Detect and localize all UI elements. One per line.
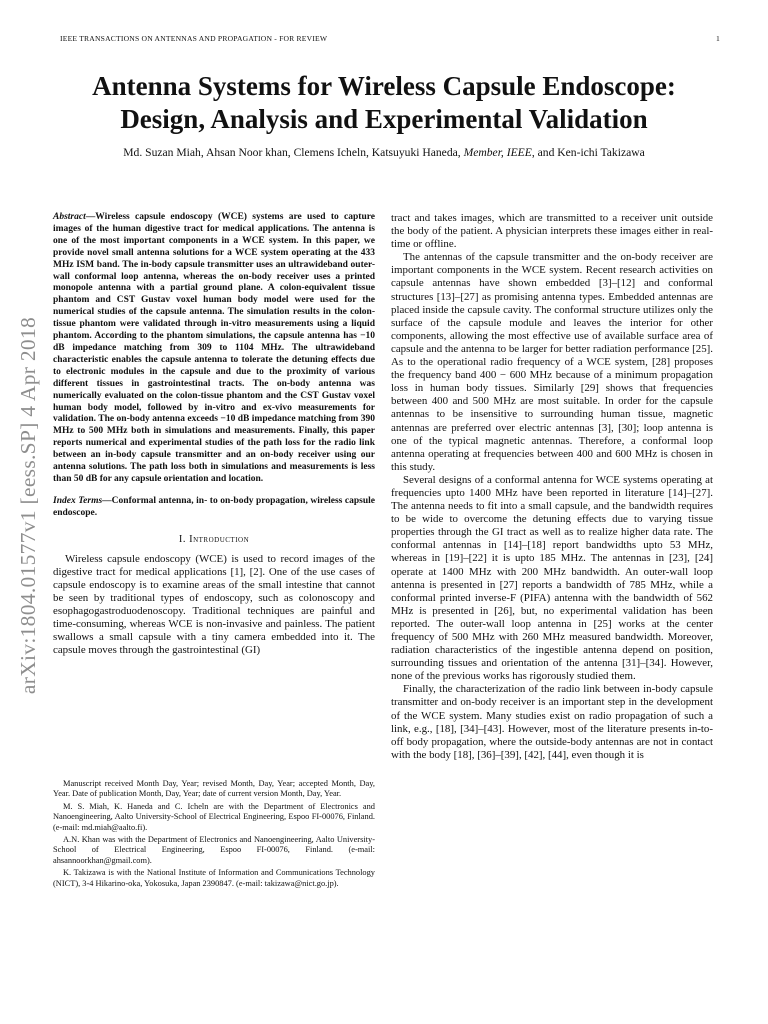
index-terms [53,496,375,520]
section-heading [53,534,375,545]
footnote: Manuscript received Month Day, Year; revised Month, Day, Year; accepted Month, Day, Year. Date of publication Month, Day, Year; date of current version Month, Day, Year. [53,779,375,799]
page-number: 1 [716,34,720,43]
paper-title [40,70,728,136]
author-last: , and Ken-ichi Takizawa [531,146,645,159]
author-list [40,146,728,159]
author-names: Md. Suzan Miah, Ahsan Noor khan, Clemens Icheln, Katsuyuki Haneda, [123,146,461,159]
journal-name: IEEE TRANSACTIONS ON ANTENNAS AND PROPAGATION - FOR REVIEW [60,34,328,43]
body-paragraph: tract and takes images, which are transmitted to a receiver unit outside the body of the patient. A physician interprets these images either in real-time or offline. [391,212,713,251]
author-role: Member, IEEE [463,146,532,159]
intro-paragraph: Wireless capsule endoscopy (WCE) is used to record images of the digestive tract for medical applications [1], [2]. One of the use cases of capsule endoscopy is to examine areas of the small intestine that cannot be seen by traditional types of endoscopy, such as colonoscopy and esophagogastroduodenoscopy. Traditional techniques are painful and time-consuming, whereas WCE is non-invasive and painless. The patient swallows a small capsule with a tiny camera embedded into it. The capsule moves through the gastrointestinal (GI) [53,552,375,657]
index-terms-label: Index Terms [53,495,103,506]
footnotes [53,779,375,891]
footnote: K. Takizawa is with the National Institute of Information and Communications Technology (NICT), 3-4 Hikarino-oka, Yokosuka, Japan 2390847. (e-mail: takizawa@nict.go.jp). [53,868,375,888]
abstract-label: Abstract [53,212,86,222]
right-column [391,212,713,762]
index-terms-text: —Conformal antenna, in- to on-body propagation, wireless capsule endoscope. [53,495,375,518]
abstract-text: —Wireless capsule endoscopy (WCE) systems are used to capture images of the human digestive tract for medical applications. The antenna is one of the most important components in a WCE system. In this paper, we provide novel small antenna solutions for a WCE system operating at the 433 MHz ISM band. The in-body capsule transmitter uses an ultrawideband outer-wall conformal loop antenna, whereas the on-body receiver uses a printed monopole antenna with a partial ground plane. A colon-equivalent tissue phantom and CST Gustav voxel human body model were used for the numerical studies of the capsule antenna. The simulation results in the colon-tissue phantom were validated through in-vitro measurements using a liquid phantom. According to the phantom simulations, the capsule antenna has −10 dB impedance matching from 309 to 1104 MHz. The ultrawideband characteristic enables the capsule antenna to tolerate the detuning effects due to electronic modules in the capsule and due to the proximity of various different tissues in gastrointestinal tracts. The on-body antenna was numerically evaluated on the colon-tissue phantom and the CST Gustav voxel human body model, followed by in-vitro and ex-vivo measurements for validation. The on-body antenna exceeds −10 dB impedance matching from 390 MHz to 500 MHz both in simulations and measurements. Finally, this paper reports numerical and experimental studies of the path loss for the radio link between an in-body capsule transmitter and an on-body receiver using our antenna solutions. The path loss both in simulations and measurements is less than 50 dB for any capsule orientation and location. [53,212,375,484]
footnote: A.N. Khan was with the Department of Electronics and Nanoengineering, Aalto University-School of Electrical Engineering, Espoo FI-00076, Finland. (e-mail: ahsannoorkhan@gmail.com). [53,835,375,865]
body-paragraph: Finally, the characterization of the radio link between in-body capsule transmitter and on-body receiver is an important step in the development of the WCE system. Many studies exist on radio propagation of such a link, e.g., [18], [34]–[43]. However, most of the literature presents in-to-off body propagation, where the outside-body antennas are not in contact with the body [18], [36]–[39], [42], [44], even though it is [391,683,713,761]
section-number: I. [178,533,186,545]
abstract [53,212,375,486]
body-paragraph: Several designs of a conformal antenna for WCE systems operating at frequencies upto 1400 MHz have been reported in literature [14]–[27]. The antenna needs to fit into a small capsule, and the bandwidth requires to be wide to overcome the detuning effects due to varying tissue properties through the GI tract as well as to realize higher data rate. The conformal antennas in [14]–[18] report bandwidths upto 53 MHz, whereas in [19]–[22] it is upto 185 MHz. The antennas in [23], [24] operate at 1400 MHz with 200 MHz bandwidth. An outer-wall loop antenna is presented in [27] reports a bandwidth of 785 MHz, while a conformal printed inverse-F (PIFA) antenna with the bandwidth of 562 MHz is presented in [26], but, no experimental validation has been reported. The outer-wall loop antenna in [25] works at the center frequency of 500 MHz with 260 MHz measured bandwidth. Moreover, radiation characteristics of the ingestible antenna depend on position, surrounding tissues and orientation of the antenna [31]–[34]. However, none of the previous works has rigorously studied them. [391,473,713,683]
section-title: Introduction [189,533,250,545]
running-head [60,34,720,46]
footnote: M. S. Miah, K. Haneda and C. Icheln are with the Department of Electronics and Nanoengineering, Aalto University-School of Electrical Engineering, Espoo FI-00076, Finland. (e-mail: md.miah@aalto.fi). [53,801,375,832]
arxiv-stamp [4,240,54,770]
title-line-1: Antenna Systems for Wireless Capsule Endoscope: [92,71,676,101]
title-line-2: Design, Analysis and Experimental Validation [120,104,648,134]
body-paragraph: The antennas of the capsule transmitter and the on-body receiver are important components in the WCE system. Recent research activities on capsule antennas have shown embedded [3]–[12] and conformal structures [13]–[27] as promising antenna types. Embedded antennas are placed inside the capsule cavity. The conformal structure utilizes only the surface of the capsule module and leaves the interior for other components, allowing the most effective use of available surface area of capsule and the antenna to be larger for better radiation performance [25]. As to the operational radio frequency of a WCE system, [28] proposes the frequency band 400 − 600 MHz because of a minimum propagation loss in human body tissues. Similarly [29] shows that frequencies between 400 and 500 MHz are most suitable. In order for the capsule antennas to be insensitive to surrounding human tissue, magnetic antennas are preferred over electric antennas [3], [30]; loop antenna is one of the typical magnetic antennas. Therefore, a conformal loop antenna operating at frequencies between 400 and 600 MHz is chosen in this study. [391,251,713,473]
left-column [53,212,375,657]
arxiv-identifier: arXiv:1804.01577v1 [eess.SP] 4 Apr 2018 [16,316,41,694]
